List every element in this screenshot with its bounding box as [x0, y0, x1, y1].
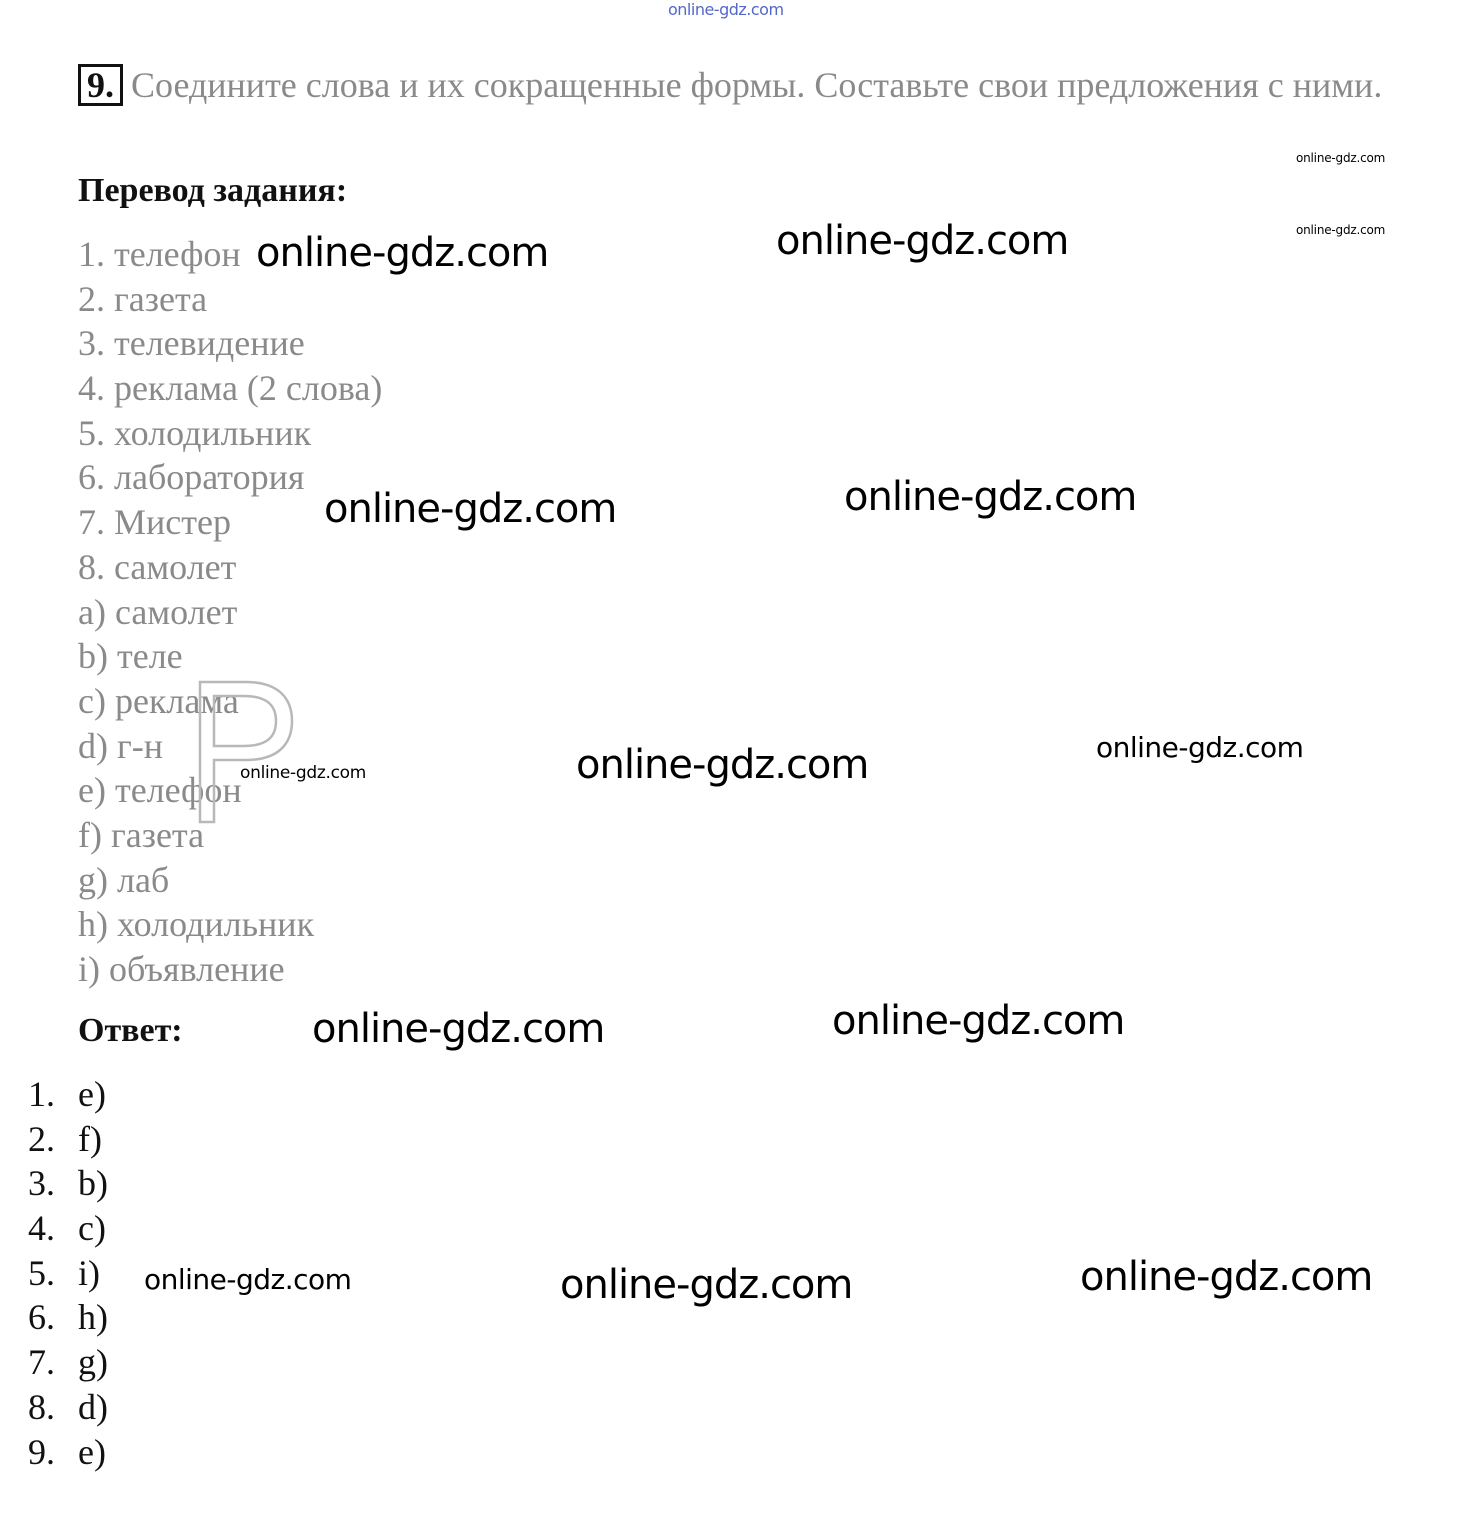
- list-item: 3. телевидение: [78, 323, 305, 364]
- translation-heading: Перевод задания:: [78, 172, 348, 209]
- site-link[interactable]: online-gdz.com: [668, 0, 784, 19]
- task-number: 9.: [78, 64, 123, 106]
- answer-number: 8.: [28, 1386, 55, 1427]
- answer-value: e): [78, 1074, 106, 1114]
- answer-number: 7.: [28, 1342, 55, 1383]
- answer-number: 4.: [28, 1208, 55, 1249]
- answer-item: [28, 1072, 108, 1117]
- answer-item: [28, 1340, 108, 1385]
- watermark: online-gdz.com: [1080, 1254, 1373, 1300]
- list-item: a) самолет: [78, 591, 238, 632]
- answer-value: d): [78, 1386, 108, 1427]
- watermark: online-gdz.com: [1096, 731, 1304, 764]
- answer-number: 6.: [28, 1297, 55, 1338]
- answer-item: [28, 1251, 108, 1296]
- watermark: online-gdz.com: [144, 1263, 352, 1296]
- watermark: online-gdz.com: [832, 998, 1125, 1044]
- answer-number: 1.: [28, 1074, 55, 1114]
- answer-value: h): [78, 1297, 108, 1338]
- list-item: 4. реклама (2 слова): [78, 368, 383, 409]
- list-item: 6. лаборатория: [78, 457, 305, 498]
- answer-value: e): [78, 1431, 106, 1472]
- watermark: online-gdz.com: [324, 486, 617, 532]
- answer-item: [28, 1295, 108, 1340]
- watermark: online-gdz.com: [1296, 223, 1386, 237]
- translation-list: [78, 232, 382, 992]
- watermark: online-gdz.com: [256, 230, 549, 276]
- list-item: 2. газета: [78, 278, 208, 319]
- task-header: [78, 62, 1408, 108]
- list-item: 8. самолет: [78, 546, 237, 587]
- answer-number: 9.: [28, 1431, 55, 1472]
- list-item: e) телефон: [78, 770, 242, 811]
- watermark: online-gdz.com: [776, 218, 1069, 264]
- answer-item: [28, 1206, 108, 1251]
- list-item: 1. телефон: [78, 234, 241, 274]
- list-item: f) газета: [78, 814, 205, 855]
- list-item: 7. Мистер: [78, 502, 231, 543]
- list-item: i) объявление: [78, 949, 285, 989]
- answer-number: 2.: [28, 1118, 55, 1159]
- watermark: online-gdz.com: [576, 742, 869, 788]
- list-item: b) теле: [78, 636, 183, 677]
- watermark: online-gdz.com: [312, 1006, 605, 1052]
- answer-number: 3.: [28, 1163, 55, 1204]
- answer-number: 5.: [28, 1252, 55, 1293]
- watermark: online-gdz.com: [560, 1262, 853, 1308]
- answer-item: [28, 1161, 108, 1206]
- answer-value: g): [78, 1342, 108, 1383]
- list-item: 5. холодильник: [78, 412, 312, 453]
- answer-item: [28, 1117, 108, 1162]
- watermark: online-gdz.com: [240, 763, 367, 783]
- answer-list: [28, 1072, 108, 1474]
- list-item: c) реклама: [78, 680, 239, 721]
- watermark: online-gdz.com: [844, 474, 1137, 520]
- list-item: h) холодильник: [78, 904, 315, 945]
- task-text: Соедините слова и их сокращенные формы. Составьте свои предложения с ними.: [131, 65, 1383, 105]
- p-logo-icon: [188, 676, 298, 826]
- answer-value: i): [78, 1252, 100, 1293]
- answer-value: b): [78, 1163, 108, 1204]
- watermark: online-gdz.com: [1296, 151, 1386, 165]
- answer-heading: Ответ:: [78, 1012, 183, 1049]
- answer-item: [28, 1385, 108, 1430]
- list-item: d) г-н: [78, 725, 164, 766]
- answer-item: [28, 1430, 108, 1475]
- answer-value: c): [78, 1208, 106, 1249]
- list-item: g) лаб: [78, 859, 170, 900]
- answer-value: f): [78, 1118, 102, 1159]
